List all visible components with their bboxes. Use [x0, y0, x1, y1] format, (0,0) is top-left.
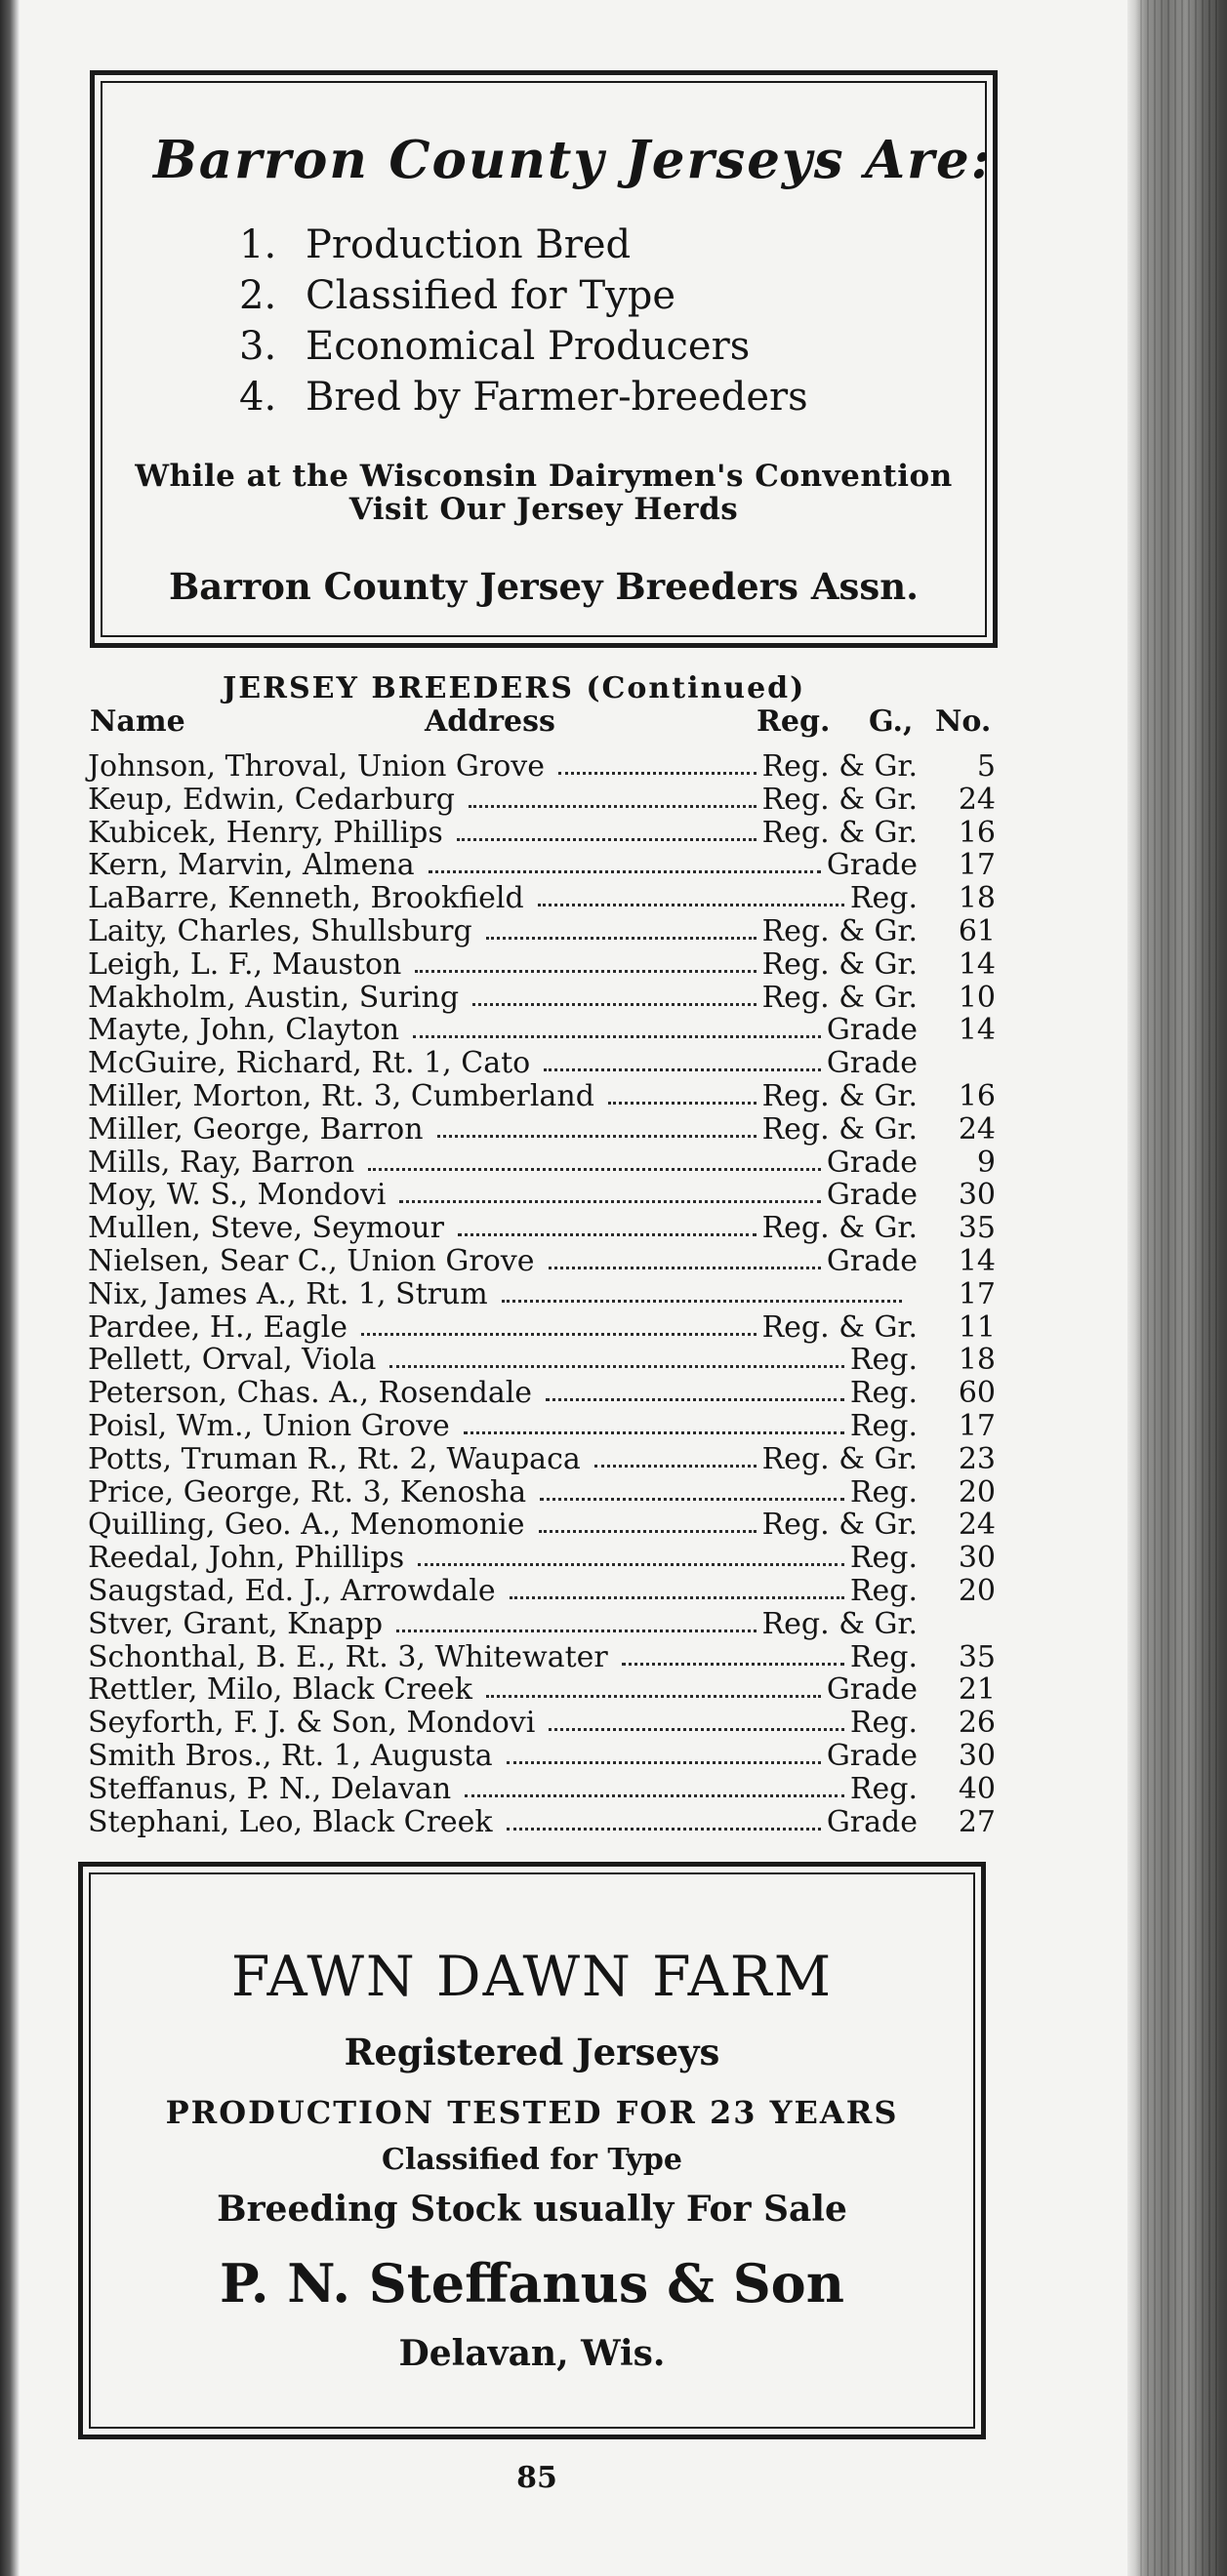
- book-spine-texture: [1140, 0, 1218, 2576]
- page-number: 85: [516, 2461, 557, 2495]
- farm-name: FAWN DAWN FARM: [230, 1945, 834, 2009]
- dot-leader: [546, 1398, 844, 1401]
- registration-status: Reg. & Gr.: [761, 1441, 918, 1476]
- dot-leader: [457, 838, 757, 841]
- table-row: [88, 1476, 996, 1509]
- fawn-dawn-farm-ad: [78, 1862, 986, 2439]
- ad-line-registered: Registered Jerseys: [344, 2031, 720, 2073]
- registration-status: Reg.: [849, 1408, 918, 1443]
- ad-visit-line: While at the Wisconsin Dairymen's Convention: [135, 459, 953, 494]
- registration-status: Grade: [826, 1178, 918, 1213]
- registration-status: Grade: [826, 1013, 918, 1048]
- registration-status: Reg. & Gr.: [761, 1309, 918, 1345]
- table-row: [88, 1673, 996, 1707]
- registration-status: Grade: [826, 1243, 918, 1278]
- dot-leader: [429, 870, 821, 873]
- herd-count: 30: [958, 1541, 996, 1576]
- dot-leader: [472, 1003, 757, 1006]
- table-row: [88, 1147, 996, 1180]
- herd-count: 35: [958, 1211, 996, 1246]
- ad-point: [239, 220, 808, 270]
- herd-count: 14: [958, 946, 996, 982]
- herd-count: 24: [958, 1111, 996, 1147]
- herd-count: 24: [958, 782, 996, 817]
- ad-point: [239, 321, 808, 372]
- breeder-name-address: Pellett, Orval, Viola: [88, 1343, 377, 1378]
- table-row: [88, 1575, 996, 1608]
- table-row: [88, 1509, 996, 1542]
- registration-status: Reg. & Gr.: [761, 1508, 918, 1543]
- breeder-name-address: Peterson, Chas. A., Rosendale: [88, 1376, 533, 1411]
- breeder-name-address: Poisl, Wm., Union Grove: [88, 1408, 450, 1443]
- table-row: [88, 1047, 996, 1080]
- registration-status: Reg.: [849, 1541, 918, 1576]
- dot-leader: [507, 1828, 821, 1831]
- registration-status: Reg.: [849, 1376, 918, 1411]
- breeder-name-address: Schonthal, B. E., Rt. 3, Whitewater: [88, 1639, 608, 1674]
- registration-status: Reg.: [849, 1706, 918, 1741]
- registration-status: Grade: [826, 1046, 918, 1081]
- ad-inner-border: [101, 81, 993, 637]
- dot-leader: [558, 772, 757, 775]
- breeder-name-address: Moy, W. S., Mondovi: [88, 1178, 387, 1213]
- ad-location: Delavan, Wis.: [398, 2333, 666, 2374]
- dot-leader: [396, 1630, 757, 1632]
- breeder-name-address: Reedal, John, Phillips: [88, 1541, 405, 1576]
- breeder-name-address: McGuire, Richard, Rt. 1, Cato: [88, 1046, 531, 1081]
- header-reg: Reg.: [757, 704, 831, 739]
- dot-leader: [361, 1333, 757, 1336]
- breeder-name-address: Mills, Ray, Barron: [88, 1145, 355, 1180]
- breeder-name-address: Miller, Morton, Rt. 3, Cumberland: [88, 1078, 594, 1113]
- registration-status: Reg. & Gr.: [761, 913, 918, 948]
- herd-count: 5: [976, 749, 996, 784]
- table-row: [88, 1014, 996, 1047]
- breeder-name-address: LaBarre, Kenneth, Brookfield: [88, 881, 524, 916]
- header-name: Name: [90, 704, 185, 739]
- dot-leader: [486, 1695, 821, 1698]
- herd-count: 17: [958, 1408, 996, 1443]
- breeder-name-address: Kubicek, Henry, Phillips: [88, 815, 443, 850]
- table-row: [88, 948, 996, 982]
- herd-count: 27: [958, 1804, 996, 1839]
- registration-status: Reg. & Gr.: [761, 749, 918, 784]
- ad-line-classified: Classified for Type: [382, 2143, 682, 2177]
- dot-leader: [622, 1663, 844, 1666]
- barron-county-ad: [90, 70, 998, 648]
- registration-status: Reg. & Gr.: [761, 1111, 918, 1147]
- registration-status: Grade: [826, 1738, 918, 1773]
- ad-point-number: 1.: [239, 222, 277, 267]
- dot-leader: [544, 1068, 821, 1071]
- breeder-name-address: Steffanus, P. N., Delavan: [88, 1771, 452, 1806]
- table-row: [88, 1707, 996, 1740]
- registration-status: Reg.: [849, 1343, 918, 1378]
- registration-status: Reg. & Gr.: [761, 946, 918, 982]
- table-row: [88, 1113, 996, 1147]
- herd-count: 16: [958, 1078, 996, 1113]
- registration-status: Reg. & Gr.: [761, 980, 918, 1015]
- table-row: [88, 1641, 996, 1674]
- dot-leader: [418, 1563, 844, 1566]
- herd-count: 16: [958, 815, 996, 850]
- herd-count: 20: [958, 1573, 996, 1608]
- herd-count: 18: [958, 881, 996, 916]
- herd-count: 11: [958, 1309, 996, 1345]
- table-row: [88, 1278, 996, 1311]
- registration-status: Reg. & Gr.: [761, 815, 918, 850]
- header-number: No.: [935, 704, 992, 739]
- table-row: [88, 1608, 996, 1641]
- herd-count: 30: [958, 1738, 996, 1773]
- dot-leader: [608, 1102, 757, 1105]
- table-row: [88, 750, 996, 784]
- dot-leader: [594, 1465, 757, 1468]
- table-row: [88, 982, 996, 1015]
- table-row: [88, 1245, 996, 1278]
- table-row: [88, 1311, 996, 1345]
- ad-point-number: 2.: [239, 273, 277, 318]
- registration-status: Reg. & Gr.: [761, 1606, 918, 1641]
- breeder-name-address: Smith Bros., Rt. 1, Augusta: [88, 1738, 493, 1773]
- ad-line-breeding-stock: Breeding Stock usually For Sale: [217, 2189, 847, 2230]
- breeder-name-address: Rettler, Milo, Black Creek: [88, 1672, 472, 1708]
- dot-leader: [540, 1498, 844, 1501]
- breeder-name-address: Leigh, L. F., Mauston: [88, 946, 402, 982]
- breeder-name-address: Mullen, Steve, Seymour: [88, 1211, 444, 1246]
- breeder-name-address: Pardee, H., Eagle: [88, 1309, 348, 1345]
- table-row: [88, 1773, 996, 1806]
- dot-leader: [469, 805, 757, 808]
- breeder-name-address: Saugstad, Ed. J., Arrowdale: [88, 1573, 496, 1608]
- registration-status: Reg. & Gr.: [761, 1078, 918, 1113]
- header-grade: G.,: [869, 704, 914, 739]
- breeder-name-address: Miller, George, Barron: [88, 1111, 424, 1147]
- herd-count: 20: [958, 1474, 996, 1509]
- table-row: [88, 1443, 996, 1476]
- breeder-name-address: Quilling, Geo. A., Menomonie: [88, 1508, 525, 1543]
- herd-count: 35: [958, 1639, 996, 1674]
- ad-line-production: PRODUCTION TESTED FOR 23 YEARS: [165, 2094, 899, 2131]
- table-row: [88, 817, 996, 850]
- dot-leader: [507, 1761, 821, 1764]
- breeder-name-address: Stver, Grant, Knapp: [88, 1606, 384, 1641]
- herd-count: 26: [958, 1706, 996, 1741]
- table-row: [88, 1080, 996, 1113]
- herd-count: 30: [958, 1178, 996, 1213]
- herd-count: 21: [958, 1672, 996, 1708]
- registration-status: Grade: [826, 1145, 918, 1180]
- dot-leader: [389, 1365, 844, 1368]
- dot-leader: [502, 1300, 902, 1303]
- registration-status: Reg.: [849, 1639, 918, 1674]
- table-row: [88, 784, 996, 817]
- dot-leader: [549, 1728, 844, 1731]
- table-row: [88, 1212, 996, 1245]
- registration-status: Reg.: [849, 1771, 918, 1806]
- ad-point-number: 4.: [239, 375, 277, 420]
- breeder-name-address: Potts, Truman R., Rt. 2, Waupaca: [88, 1441, 581, 1476]
- breeder-name-address: Keup, Edwin, Cedarburg: [88, 782, 455, 817]
- table-row: [88, 1542, 996, 1575]
- ad-association-name: Barron County Jersey Breeders Assn.: [168, 565, 919, 608]
- dot-leader: [368, 1168, 821, 1171]
- herd-count: 23: [958, 1441, 996, 1476]
- registration-status: Reg. & Gr.: [761, 782, 918, 817]
- registration-status: Reg. & Gr.: [761, 1211, 918, 1246]
- breeder-name-address: Johnson, Throval, Union Grove: [88, 749, 546, 784]
- registration-status: Reg.: [849, 1474, 918, 1509]
- ad-visit-message: [102, 460, 985, 526]
- page-left-edge-shadow: [0, 0, 20, 2576]
- registration-status: Grade: [826, 848, 918, 883]
- dot-leader: [538, 904, 844, 906]
- ad-point: [239, 270, 808, 321]
- dot-leader: [464, 1431, 844, 1434]
- dot-leader: [437, 1135, 757, 1138]
- registration-status: Reg.: [849, 881, 918, 916]
- table-title: JERSEY BREEDERS (Continued): [223, 671, 806, 705]
- herd-count: 60: [958, 1376, 996, 1411]
- registration-status: Grade: [826, 1804, 918, 1839]
- table-row: [88, 915, 996, 948]
- herd-count: 61: [958, 913, 996, 948]
- herd-count: 10: [958, 980, 996, 1015]
- dot-leader: [413, 1035, 821, 1038]
- breeder-name-address: Nix, James A., Rt. 1, Strum: [88, 1276, 488, 1311]
- table-row: [88, 1377, 996, 1410]
- ad-point: [239, 372, 808, 423]
- ad-point-number: 3.: [239, 324, 277, 369]
- dot-leader: [465, 1794, 844, 1797]
- dot-leader: [486, 937, 757, 940]
- herd-count: 14: [958, 1243, 996, 1278]
- table-row: [88, 1179, 996, 1212]
- dot-leader: [458, 1233, 757, 1236]
- ad-points-list: [239, 220, 808, 423]
- ad-visit-line: Visit Our Jersey Herds: [348, 492, 739, 527]
- herd-count: 17: [958, 848, 996, 883]
- table-column-headers: [88, 704, 996, 740]
- ad-point-text: Bred by Farmer-breeders: [306, 375, 808, 420]
- table-row: [88, 849, 996, 882]
- ad-inner-border: [89, 1872, 975, 2429]
- dot-leader: [415, 970, 757, 973]
- herd-count: 14: [958, 1013, 996, 1048]
- dot-leader: [399, 1200, 821, 1203]
- table-row: [88, 882, 996, 915]
- breeder-name-address: Laity, Charles, Shullsburg: [88, 913, 472, 948]
- ad-title: Barron County Jerseys Are:: [153, 130, 993, 190]
- herd-count: 17: [958, 1276, 996, 1311]
- registration-status: Grade: [826, 1672, 918, 1708]
- ad-point-text: Production Bred: [306, 222, 632, 267]
- table-row: [88, 1740, 996, 1773]
- breeder-name-address: Stephani, Leo, Black Creek: [88, 1804, 493, 1839]
- header-address: Address: [425, 704, 555, 739]
- breeder-name-address: Nielsen, Sear C., Union Grove: [88, 1243, 535, 1278]
- table-row: [88, 1806, 996, 1839]
- herd-count: 40: [958, 1771, 996, 1806]
- dot-leader: [549, 1267, 821, 1269]
- ad-point-text: Classified for Type: [306, 273, 676, 318]
- dot-leader: [539, 1530, 757, 1533]
- table-row: [88, 1410, 996, 1443]
- breeders-list: [88, 750, 996, 1838]
- ad-owner-name: P. N. Steffanus & Son: [220, 2252, 844, 2314]
- breeder-name-address: Kern, Marvin, Almena: [88, 848, 415, 883]
- herd-count: 18: [958, 1343, 996, 1378]
- breeder-name-address: Makholm, Austin, Suring: [88, 980, 460, 1015]
- ad-point-text: Economical Producers: [306, 324, 751, 369]
- breeder-name-address: Mayte, John, Clayton: [88, 1013, 400, 1048]
- breeder-name-address: Seyforth, F. J. & Son, Mondovi: [88, 1706, 536, 1741]
- dot-leader: [510, 1596, 844, 1599]
- herd-count: 9: [976, 1145, 996, 1180]
- table-row: [88, 1344, 996, 1377]
- breeder-name-address: Price, George, Rt. 3, Kenosha: [88, 1474, 527, 1509]
- registration-status: Reg.: [849, 1573, 918, 1608]
- herd-count: 24: [958, 1508, 996, 1543]
